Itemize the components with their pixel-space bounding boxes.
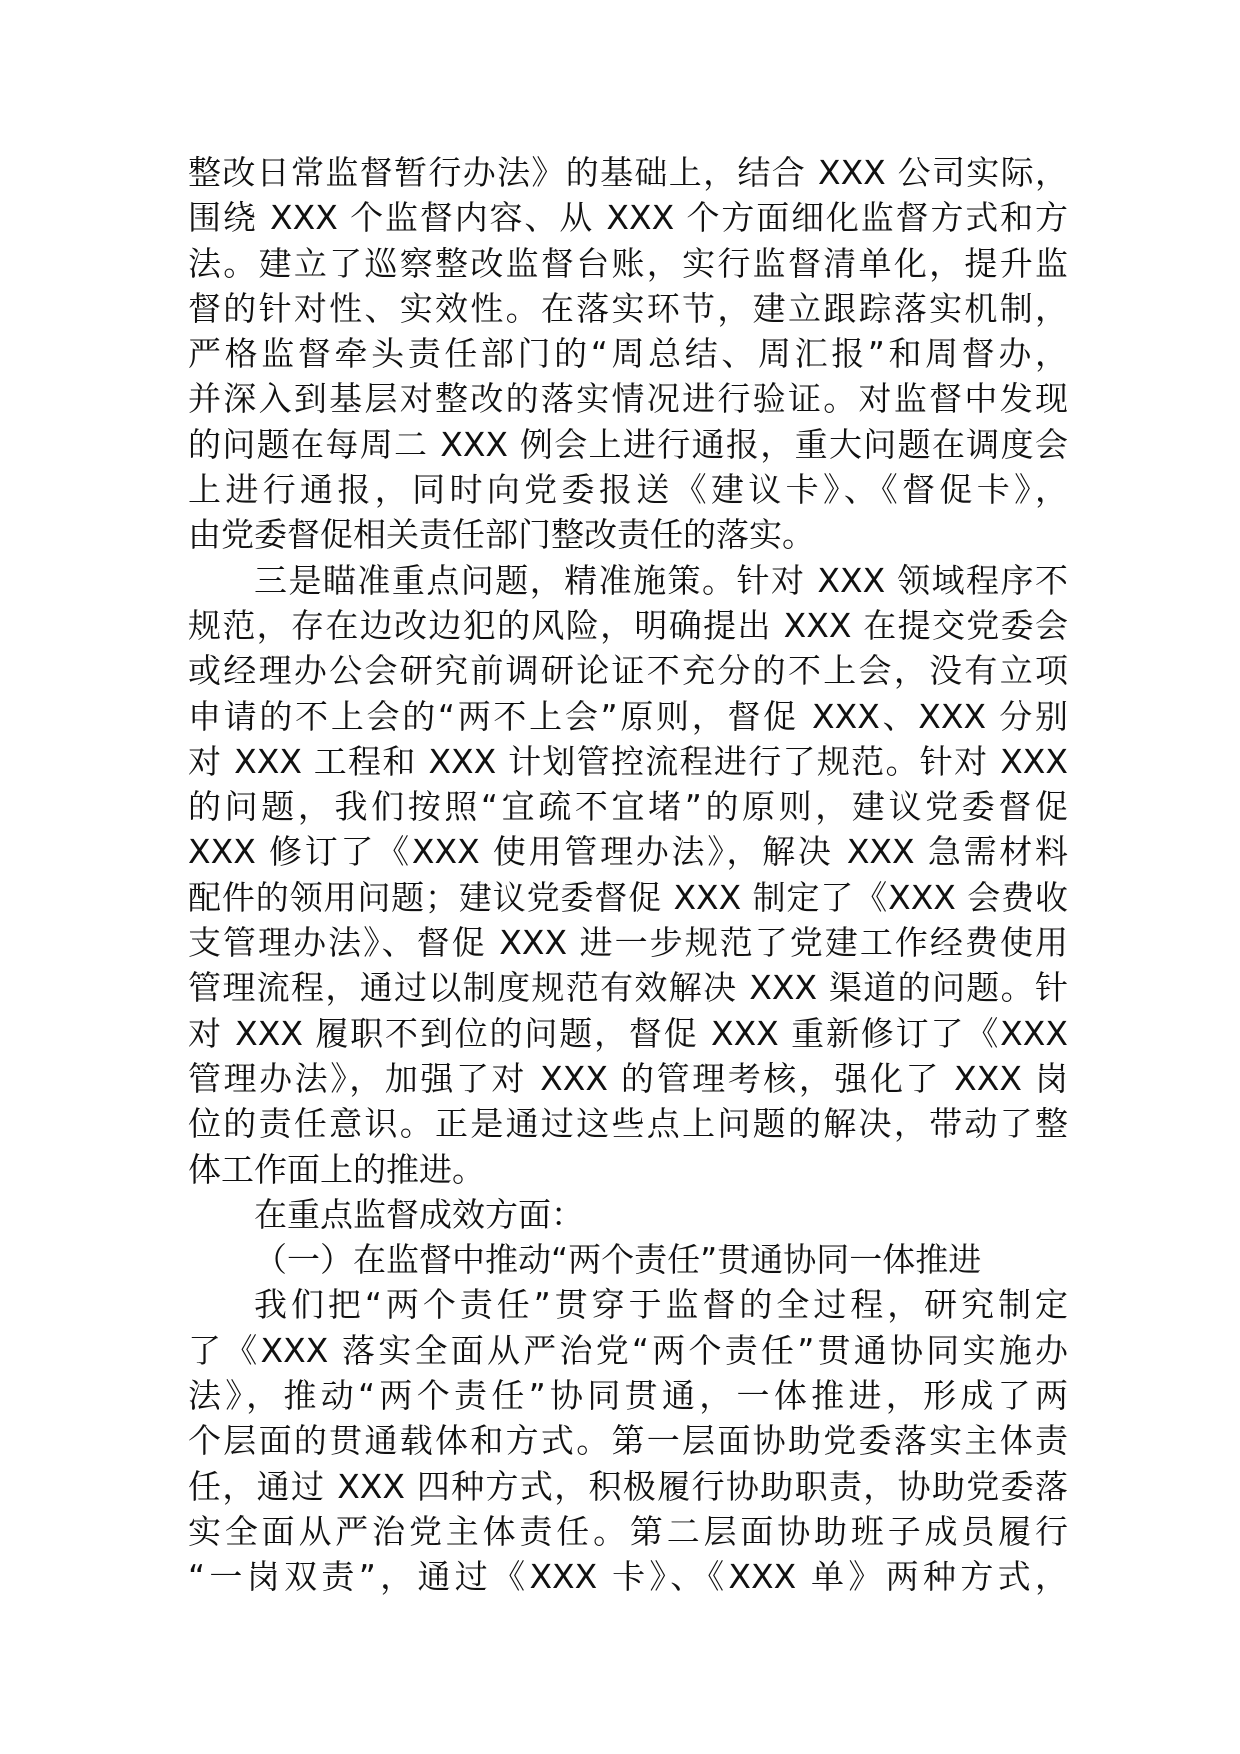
text-line: 支管理办法》、督促 XXX 进一步规范了党建工作经费使用 xyxy=(188,923,1068,963)
text-line: 实全面从严治党主体责任。第二层面协助班子成员履行 xyxy=(188,1511,1068,1551)
document-body xyxy=(188,150,1068,1600)
paragraph-first-line: 三是瞄准重点问题，精准施策。针对 XXX 领域程序不 xyxy=(254,560,1068,600)
text-line: “一岗双责”，通过《XXX 卡》、《XXX 单》两种方式， xyxy=(188,1557,1068,1597)
text-line: 整改日常监督暂行办法》的基础上，结合 XXX 公司实际， xyxy=(188,153,1068,192)
text-line: 法》，推动“两个责任”协同贯通，一体推进，形成了两 xyxy=(188,1376,1068,1416)
text-line: 对 XXX 工程和 XXX 计划管控流程进行了规范。针对 XXX xyxy=(188,741,1068,781)
text-line: 管理办法》，加强了对 XXX 的管理考核，强化了 XXX 岗 xyxy=(188,1058,1068,1098)
text-line: 严格监督牵头责任部门的“周总结、周汇报”和周督办， xyxy=(188,334,1068,374)
text-line: 个层面的贯通载体和方式。第一层面协助党委落实主体责 xyxy=(188,1421,1068,1461)
text-line: 督的针对性、实效性。在落实环节，建立跟踪落实机制， xyxy=(188,288,1068,328)
text-line: 对 XXX 履职不到位的问题，督促 XXX 重新修订了《XXX xyxy=(188,1013,1068,1053)
text-line: 任，通过 XXX 四种方式，积极履行协助职责，协助党委落 xyxy=(188,1466,1068,1506)
text-line: 的问题在每周二 XXX 例会上进行通报，重大问题在调度会 xyxy=(188,424,1068,464)
text-line: 的问题，我们按照“宜疏不宜堵”的原则，建议党委督促 xyxy=(188,787,1068,827)
section-heading: （一）在监督中推动“两个责任”贯通协同一体推进 xyxy=(254,1240,982,1280)
text-line: 位的责任意识。正是通过这些点上问题的解决，带动了整 xyxy=(188,1104,1068,1144)
text-line: 管理流程，通过以制度规范有效解决 XXX 渠道的问题。针 xyxy=(188,968,1068,1008)
paragraph-first-line: 我们把“两个责任”贯穿于监督的全过程，研究制定 xyxy=(254,1285,1068,1325)
text-line: 了《XXX 落实全面从严治党“两个责任”贯通协同实施办 xyxy=(188,1330,1068,1370)
text-line: 申请的不上会的“两不上会”原则，督促 XXX、XXX 分别 xyxy=(188,696,1068,736)
text-line: 并深入到基层对整改的落实情况进行验证。对监督中发现 xyxy=(188,379,1068,419)
text-line: 或经理办公会研究前调研论证不充分的不上会，没有立项 xyxy=(188,651,1068,691)
text-line: 法。建立了巡察整改监督台账，实行监督清单化，提升监 xyxy=(188,243,1068,283)
text-line: 由党委督促相关责任部门整改责任的落实。 xyxy=(188,515,815,555)
text-line: 围绕 XXX 个监督内容、从 XXX 个方面细化监督方式和方 xyxy=(188,198,1068,238)
text-line: 上进行通报，同时向党委报送《建议卡》、《督促卡》， xyxy=(188,470,1068,510)
text-line: 体工作面上的推进。 xyxy=(188,1149,485,1189)
text-line: XXX 修订了《XXX 使用管理办法》，解决 XXX 急需材料 xyxy=(188,832,1068,872)
text-line: 配件的领用问题；建议党委督促 XXX 制定了《XXX 会费收 xyxy=(188,877,1068,917)
section-intro-line: 在重点监督成效方面： xyxy=(254,1194,584,1234)
text-line: 规范，存在边改边犯的风险，明确提出 XXX 在提交党委会 xyxy=(188,605,1068,645)
